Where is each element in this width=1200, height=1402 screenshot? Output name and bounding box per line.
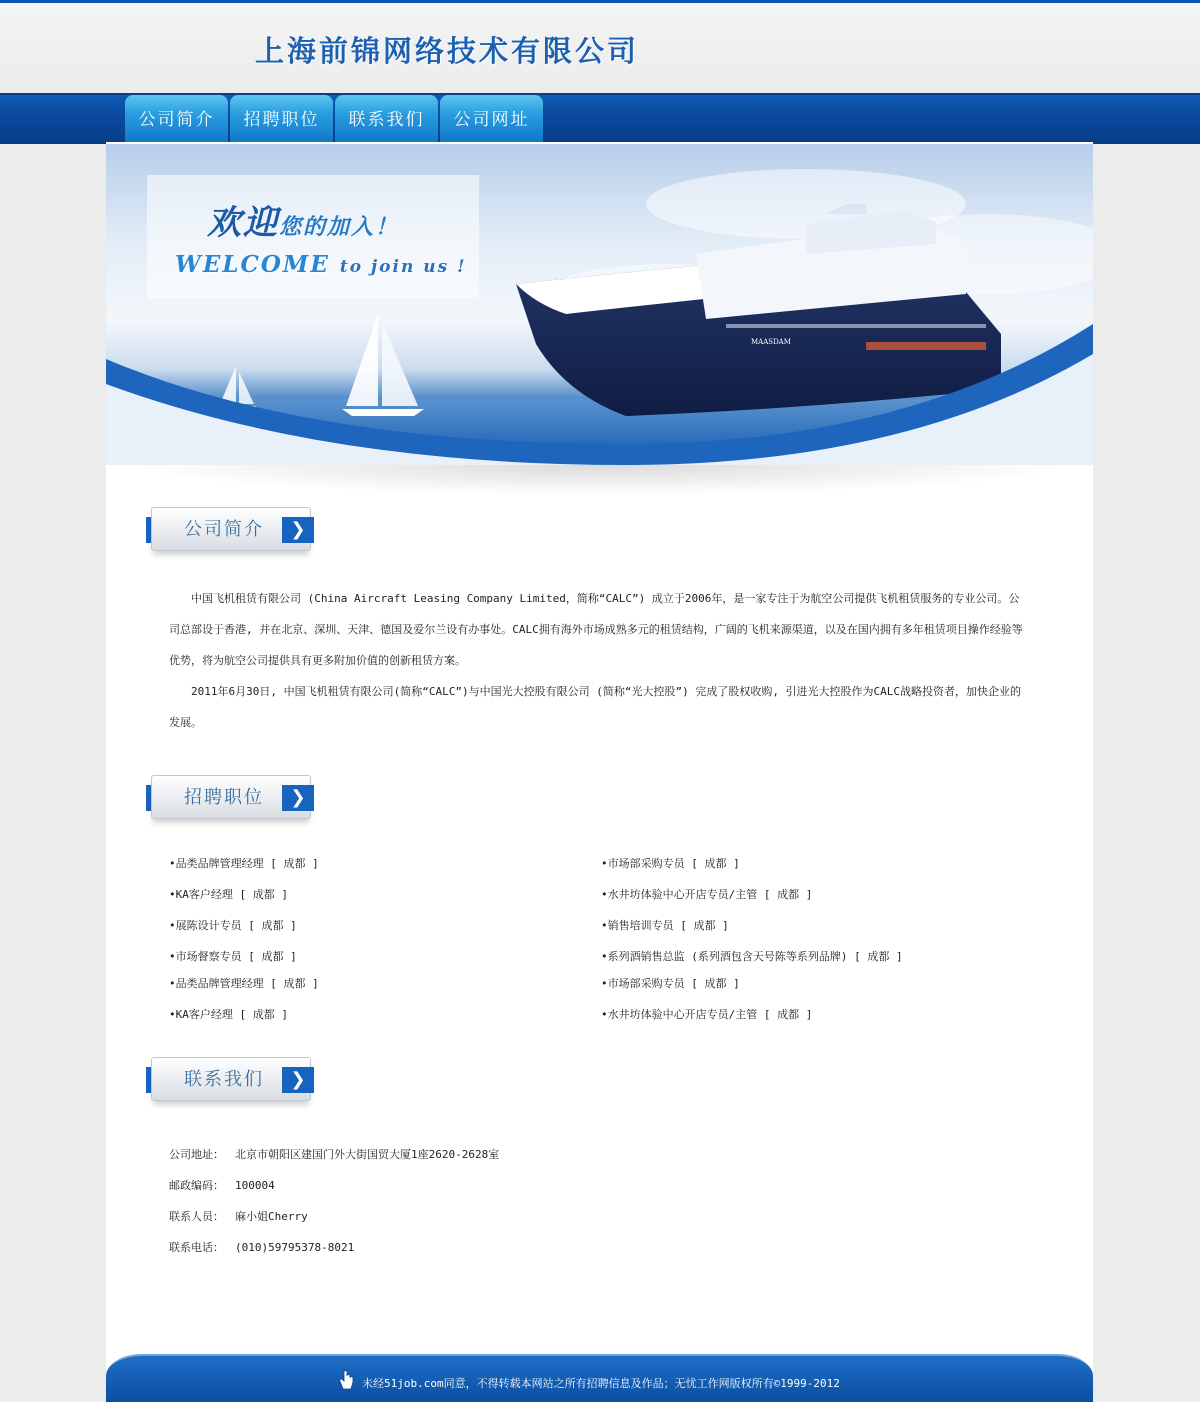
sailboat-large [342, 314, 424, 416]
welcome-banner [106, 144, 1093, 465]
job-link[interactable]: •市场部采购专员 [ 成都 ] [601, 977, 740, 990]
contact-label: 邮政编码： [169, 1179, 224, 1192]
chevron-right-icon: ❯ [282, 785, 314, 811]
main-content [106, 142, 1093, 1400]
site-title: 上海前锦网络技术有限公司 [255, 34, 640, 68]
contact-postcode [169, 1177, 275, 1193]
job-link[interactable]: •品类品牌管理经理 [ 成都 ] [169, 857, 319, 870]
chevron-right-icon: ❯ [282, 1067, 314, 1093]
job-link[interactable]: •系列酒销售总监 (系列酒包含天号陈等系列品牌) [ 成都 ] [601, 950, 903, 963]
contact-value: 北京市朝阳区建国门外大街国贸大厦1座2620-2628室 [235, 1148, 500, 1161]
contact-label: 联系人员： [169, 1210, 224, 1223]
job-link[interactable]: •KA客户经理 [ 成都 ] [169, 888, 288, 901]
job-link[interactable]: •市场部采购专员 [ 成都 ] [601, 857, 740, 870]
section-title-about: 公司简介 [184, 519, 264, 540]
job-link[interactable]: •市场督察专员 [ 成都 ] [169, 950, 297, 963]
nav-item-jobs[interactable]: 招聘职位 [230, 95, 333, 142]
contact-value: (010)59795378-8021 [235, 1241, 355, 1254]
contact-person [169, 1208, 308, 1224]
contact-label: 联系电话： [169, 1241, 224, 1254]
welcome-heading-cn [207, 195, 399, 244]
welcome-en-main: WELCOME [175, 251, 330, 278]
ship-name: MAASDAM [751, 338, 791, 346]
section-header-jobs [146, 775, 314, 823]
job-link[interactable]: •KA客户经理 [ 成都 ] [169, 1008, 288, 1021]
contact-phone [169, 1239, 354, 1255]
main-nav [0, 93, 1200, 144]
nav-item-contact[interactable]: 联系我们 [335, 95, 438, 142]
job-link[interactable]: •展陈设计专员 [ 成都 ] [169, 919, 297, 932]
about-paragraph-2: 2011年6月30日, 中国飞机租赁有限公司(简称“CALC”)与中国光大控股有限公司 (简称“光大控股”) 完成了股权收购, 引进光大控股作为CALC战略投资者，加快企业的发展。 [169, 685, 1022, 729]
welcome-box [147, 175, 479, 299]
welcome-cn-sub: 您的加入！ [279, 214, 400, 240]
section-header-contact [146, 1057, 314, 1105]
welcome-cn-main: 欢迎 [207, 203, 279, 243]
section-title-jobs: 招聘职位 [184, 787, 264, 808]
contact-label: 公司地址： [169, 1148, 224, 1161]
nav-item-about[interactable]: 公司简介 [125, 95, 228, 142]
job-link[interactable]: •品类品牌管理经理 [ 成都 ] [169, 977, 319, 990]
footer-copyright: 未经51job.com同意，不得转载本网站之所有招聘信息及作品；无忧工作网版权所有©1999-2012 [362, 1377, 840, 1390]
site-header [0, 3, 1200, 93]
welcome-heading-en [175, 251, 467, 278]
contact-value: 100004 [235, 1179, 275, 1192]
section-header-about [146, 507, 314, 555]
hand-pointer-icon [338, 1370, 354, 1390]
site-footer [106, 1354, 1093, 1402]
job-link[interactable]: •水井坊体验中心开店专员/主管 [ 成都 ] [601, 1008, 813, 1021]
contact-value: 麻小姐Cherry [235, 1210, 308, 1223]
nav-item-website[interactable]: 公司网址 [440, 95, 543, 142]
job-link[interactable]: •水井坊体验中心开店专员/主管 [ 成都 ] [601, 888, 813, 901]
about-paragraph-1: 中国飞机租赁有限公司 (China Aircraft Leasing Company Limited，简称“CALC”) 成立于2006年，是一家专注于为航空公司提供飞机租赁服务的专业公司。公司总部设于香港, 并在北京、深圳、天津、德国及爱尔兰设有办事处。CALC拥有海外市场成熟多元的租赁结构，广阔的飞机来源渠道，以及在国内拥有多年租赁项目操作经验等优势，将为航空公司提供具有更多附加价值的创新租赁方案。 [169, 592, 1023, 667]
welcome-en-sub: to join us ! [339, 257, 467, 277]
contact-address [169, 1146, 499, 1162]
job-link[interactable]: •销售培训专员 [ 成都 ] [601, 919, 729, 932]
section-title-contact: 联系我们 [184, 1069, 264, 1090]
banner-shadow [126, 465, 1073, 495]
chevron-right-icon: ❯ [282, 517, 314, 543]
